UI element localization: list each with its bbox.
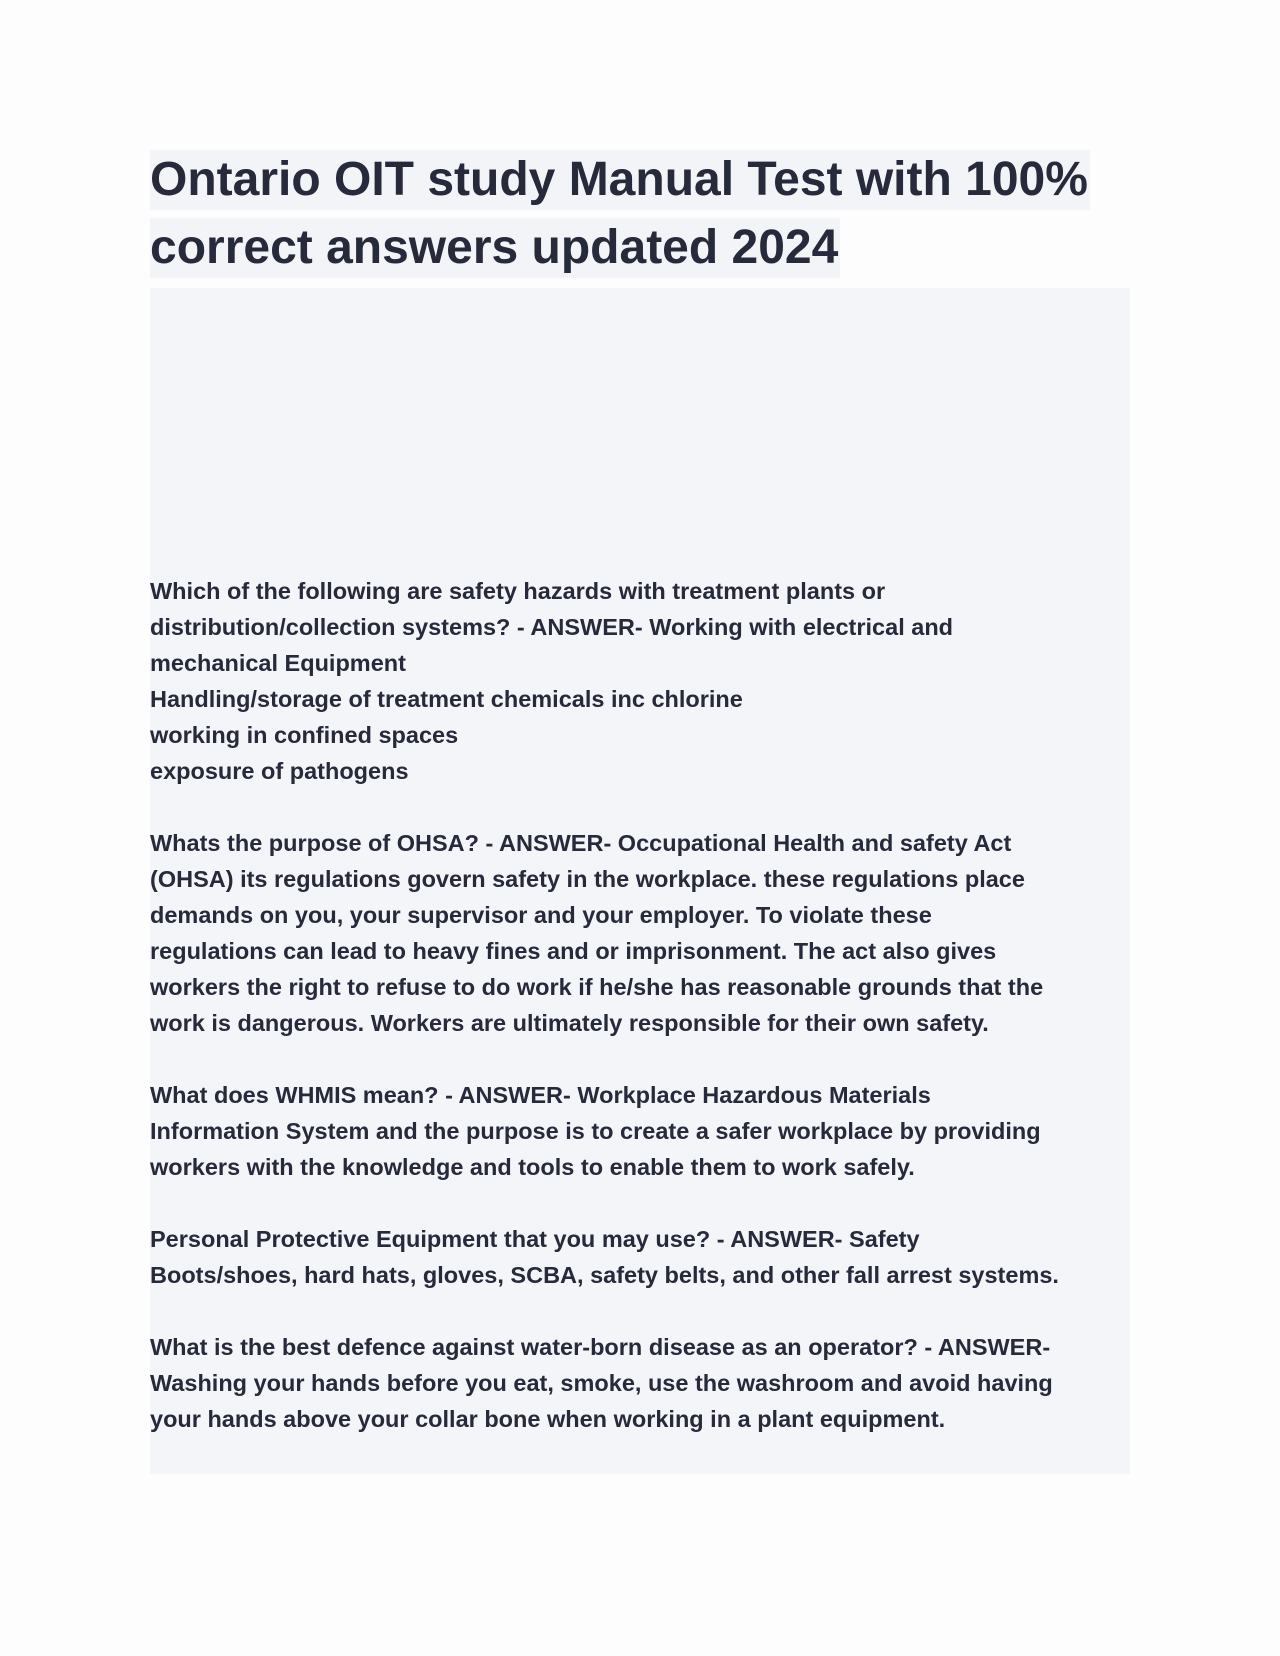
qa-line: Handling/storage of treatment chemicals inc chlorine [150, 686, 743, 712]
qa-item-whmis [150, 1077, 1130, 1185]
page-title [150, 150, 1110, 286]
qa-line: workers the right to refuse to do work if he/she has reasonable grounds that the [150, 974, 1044, 1000]
qa-line: Which of the following are safety hazards with treatment plants or [150, 578, 886, 604]
qa-item-ohsa [150, 825, 1130, 1041]
qa-line: Whats the purpose of OHSA? - ANSWER- Occupational Health and safety Act [150, 830, 1012, 856]
qa-line: demands on you, your supervisor and your employer. To violate these [150, 902, 932, 928]
qa-line: Boots/shoes, hard hats, gloves, SCBA, safety belts, and other fall arrest systems. [150, 1262, 1059, 1288]
title-line-1: Ontario OIT study Manual Test with 100% [150, 150, 1090, 210]
qa-item-water-born-disease [150, 1329, 1130, 1437]
qa-item-ppe [150, 1221, 1130, 1293]
qa-line: Personal Protective Equipment that you may use? - ANSWER- Safety [150, 1226, 920, 1252]
qa-line: exposure of pathogens [150, 758, 409, 784]
qa-item-safety-hazards [150, 573, 1130, 789]
qa-line: What does WHMIS mean? - ANSWER- Workplace Hazardous Materials [150, 1082, 931, 1108]
qa-line: Washing your hands before you eat, smoke, use the washroom and avoid having [150, 1370, 1053, 1396]
qa-line: mechanical Equipment [150, 650, 406, 676]
qa-line: What is the best defence against water-born disease as an operator? - ANSWER- [150, 1334, 1051, 1360]
qa-line: Information System and the purpose is to create a safer workplace by providing [150, 1118, 1041, 1144]
qa-line: distribution/collection systems? - ANSWER- Working with electrical and [150, 614, 954, 640]
qa-list [150, 573, 1130, 1473]
title-line-2: correct answers updated 2024 [150, 218, 840, 278]
qa-line: your hands above your collar bone when working in a plant equipment. [150, 1406, 946, 1432]
qa-line: (OHSA) its regulations govern safety in the workplace. these regulations place [150, 866, 1025, 892]
qa-line: working in confined spaces [150, 722, 459, 748]
qa-line: workers with the knowledge and tools to enable them to work safely. [150, 1154, 915, 1180]
qa-line: regulations can lead to heavy fines and or imprisonment. The act also gives [150, 938, 997, 964]
qa-line: work is dangerous. Workers are ultimately responsible for their own safety. [150, 1010, 989, 1036]
